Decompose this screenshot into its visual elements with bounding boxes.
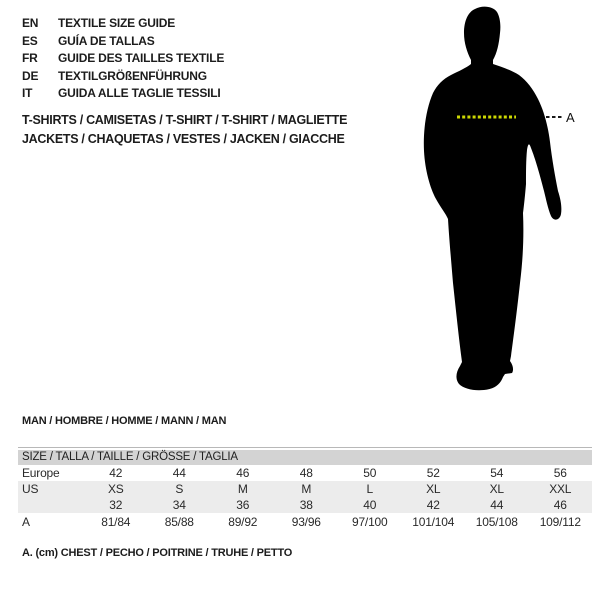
size-cell: 93/96 (291, 515, 321, 529)
section-title-man: MAN / HOMBRE / HOMME / MANN / MAN (22, 415, 227, 427)
size-cell: 85/88 (164, 515, 194, 529)
size-cell: XL (465, 481, 529, 497)
size-cell: XXL (529, 481, 593, 497)
size-cell: 101/104 (412, 515, 455, 529)
language-code: IT (22, 86, 33, 100)
language-code: FR (22, 51, 38, 65)
table-row-numeric (18, 497, 592, 513)
size-cell: 44 (172, 466, 186, 480)
row-label: A (22, 515, 30, 529)
language-row (22, 50, 224, 68)
language-title: GUIDE DES TAILLES TEXTILE (58, 51, 225, 65)
size-cell: M (211, 481, 275, 497)
size-cell: 40 (338, 497, 402, 513)
language-code: EN (22, 16, 39, 30)
language-row (22, 15, 224, 33)
size-cell: XL (402, 481, 466, 497)
measurement-footnote: A. (cm) CHEST / PECHO / POITRINE / TRUHE / PETTO (22, 547, 293, 559)
row-label (18, 497, 84, 513)
size-cell: 32 (84, 497, 148, 513)
language-row (22, 68, 224, 86)
size-cell: 46 (529, 497, 593, 513)
size-cell: 81/84 (101, 515, 131, 529)
size-cell: 46 (236, 466, 250, 480)
size-cell: S (148, 481, 212, 497)
size-cell: 54 (490, 466, 504, 480)
size-cell: 56 (553, 466, 567, 480)
size-cell: 52 (426, 466, 440, 480)
row-label: US (18, 481, 84, 497)
size-table (18, 447, 592, 531)
language-list (22, 15, 224, 103)
language-code: ES (22, 33, 38, 48)
size-cell: 109/112 (539, 515, 581, 529)
size-table-header: SIZE / TALLA / TAILLE / GRÖSSE / TAGLIA (18, 450, 592, 465)
size-cell: 105/108 (475, 515, 518, 529)
language-row (22, 33, 224, 51)
row-label: Europe (22, 466, 60, 480)
size-cell: 42 (109, 466, 123, 480)
size-cell: 97/100 (351, 515, 388, 529)
table-row-chest (18, 513, 592, 531)
size-cell: 50 (363, 466, 377, 480)
table-row-us (18, 481, 592, 497)
size-cell: 48 (299, 466, 313, 480)
man-silhouette (424, 7, 562, 391)
language-title: TEXTILE SIZE GUIDE (58, 16, 176, 30)
size-cell: M (275, 481, 339, 497)
table-row-europe (18, 465, 592, 481)
size-cell: 89/92 (228, 515, 258, 529)
size-cell: XS (84, 481, 148, 497)
size-cell: 44 (465, 497, 529, 513)
measure-label-a: A (566, 110, 575, 125)
garment-categories (22, 111, 347, 148)
size-cell: 34 (148, 497, 212, 513)
language-title: GUÍA DE TALLAS (58, 33, 155, 48)
language-title: GUIDA ALLE TAGLIE TESSILI (58, 86, 221, 100)
category-line-tshirts: T-SHIRTS / CAMISETAS / T-SHIRT / T-SHIRT / MAGLIETTE (22, 113, 348, 127)
category-line-jackets: JACKETS / CHAQUETAS / VESTES / JACKEN / GIACCHE (22, 131, 345, 146)
size-cell: L (338, 481, 402, 497)
size-cell: 38 (275, 497, 339, 513)
language-title: TEXTILGRÖßENFÜHRUNG (58, 68, 207, 83)
language-row (22, 85, 224, 103)
size-cell: 36 (211, 497, 275, 513)
language-code: DE (22, 68, 39, 83)
size-cell: 42 (402, 497, 466, 513)
measurement-figure (410, 0, 600, 410)
